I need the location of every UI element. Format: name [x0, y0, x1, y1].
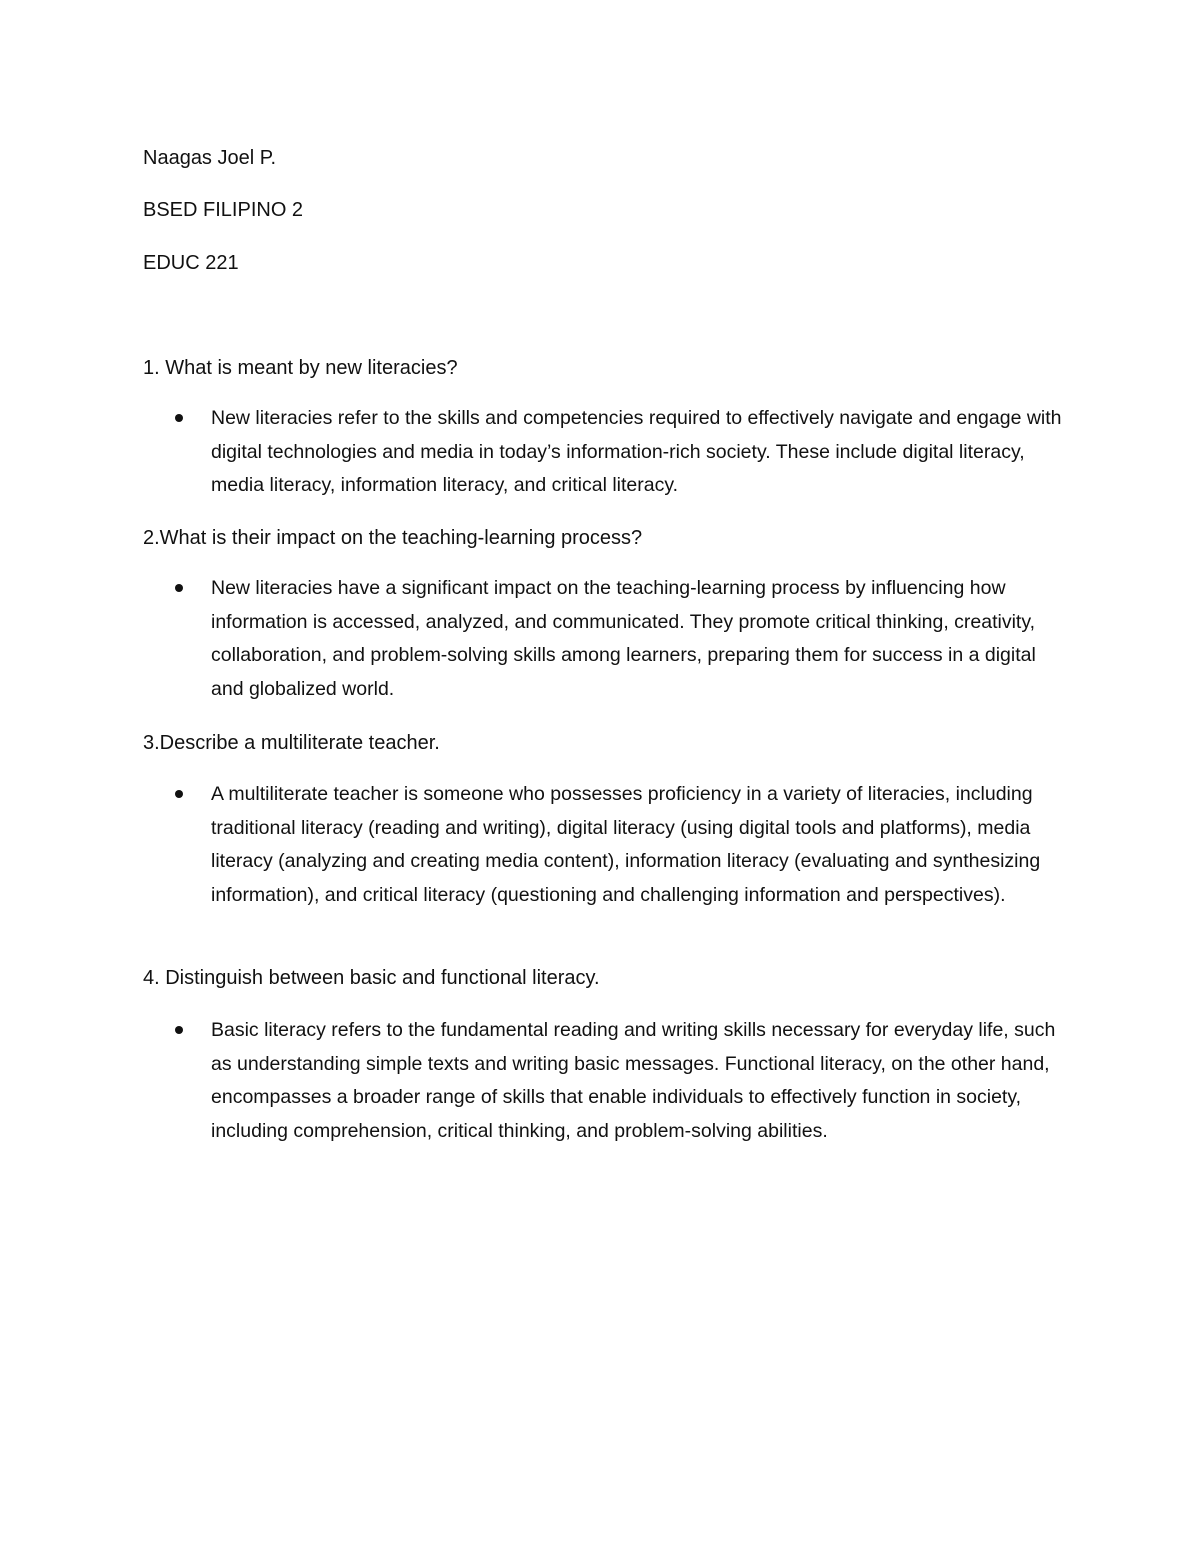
bullet-icon: [175, 1026, 183, 1034]
student-name: Naagas Joel P.: [143, 147, 277, 169]
question-4: 4. Distinguish between basic and functional literacy.: [143, 967, 600, 989]
answer-2: New literacies have a significant impact on the teaching-learning process by influencing how information is accessed, analyzed, and communicated. They promote critical thinking, creativity, collaboration, and problem-solving skills among learners, preparing them for success in a digital and globalized world.: [211, 577, 1036, 700]
bullet-icon: [175, 584, 183, 592]
question-3: 3.Describe a multiliterate teacher.: [143, 732, 440, 754]
answer-1: New literacies refer to the skills and competencies required to effectively navigate and engage with digital technologies and media in today’s information-rich society. These include digital literacy, media literacy, information literacy, and critical literacy.: [211, 407, 1062, 496]
course-code: EDUC 221: [143, 252, 239, 274]
answer-4: Basic literacy refers to the fundamental reading and writing skills necessary for everyday life, such as understanding simple texts and writing basic messages. Functional literacy, on the other hand, encompasses a broader range of skills that enable individuals to effectively function in society, including comprehension, critical thinking, and problem-solving abilities.: [211, 1019, 1056, 1142]
bullet-icon: [175, 414, 183, 422]
question-2: 2.What is their impact on the teaching-learning process?: [143, 527, 643, 549]
answer-3: A multiliterate teacher is someone who possesses proficiency in a variety of literacies, including traditional literacy (reading and writing), digital literacy (using digital tools and platforms), media literacy (analyzing and creating media content), information literacy (evaluating and synthesizing information), and critical literacy (questioning and challenging information and perspectives).: [211, 783, 1041, 906]
bullet-icon: [175, 790, 183, 798]
question-1: 1. What is meant by new literacies?: [143, 357, 458, 379]
program-label: BSED FILIPINO 2: [143, 199, 304, 221]
